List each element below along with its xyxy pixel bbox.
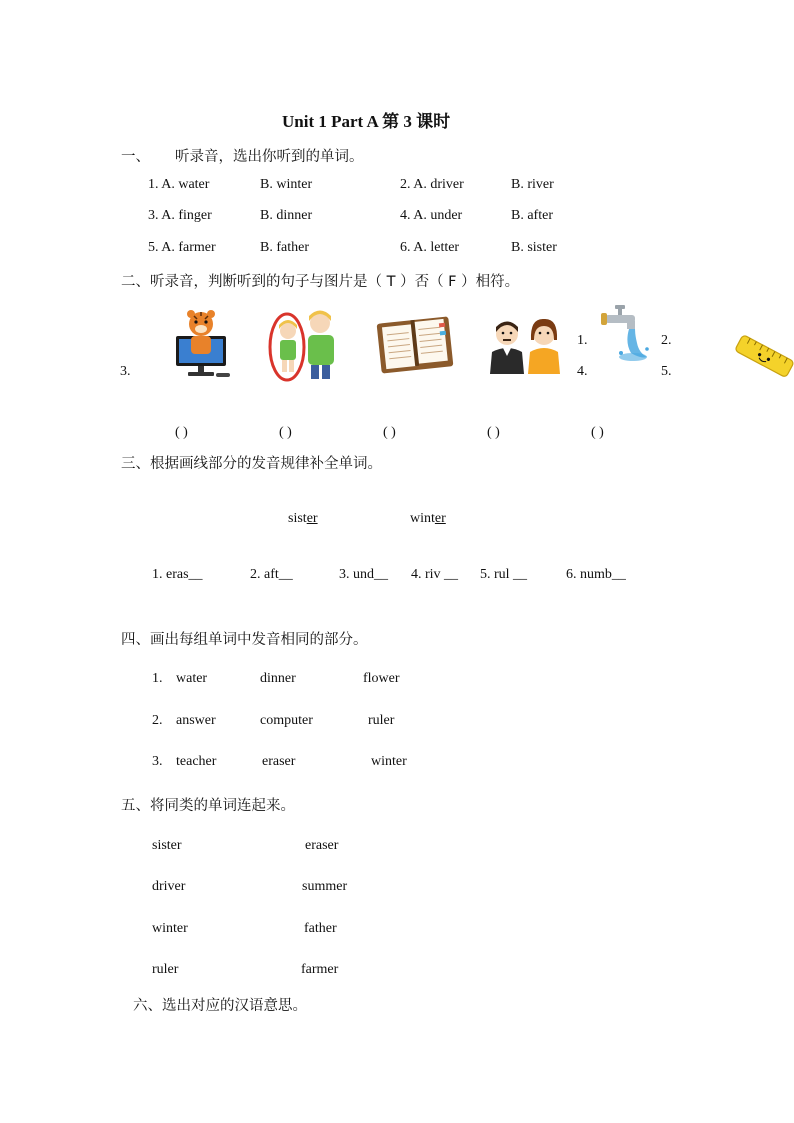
man-woman-icon [488,316,564,374]
s1-q4-b: B. after [511,208,553,223]
s3-example-2: winter [410,511,446,526]
s4-row-3-word-1: teacher [176,754,217,769]
s2-answer-paren-4[interactable]: ( ) [487,425,500,440]
s5-right-2[interactable]: summer [302,879,348,894]
s4-row-3-num: 3. [152,754,163,769]
s2-label-2: 2. [661,333,672,348]
s4-row-1-word-1: water [176,671,208,686]
s1-q5-b: B. father [260,240,309,255]
s1-q3-b: B. dinner [260,208,313,223]
s2-answer-paren-3[interactable]: ( ) [383,425,396,440]
water-tap-icon [601,303,651,365]
s1-q2-b: B. river [511,177,554,192]
s3-item-5: 5. rul __ [480,567,528,582]
s1-q6: 6. A. letter [400,240,460,255]
tiger-computer-icon [172,308,234,380]
s3-example-1: sister [288,511,318,526]
s3-item-3: 3. und__ [339,567,388,582]
s2-label-1: 1. [577,333,588,348]
s5-left-3[interactable]: winter [152,921,188,936]
s4-row-2-word-2: computer [260,713,313,728]
section-3-heading: 三、根据画线部分的发音规律补全单词。 [121,456,382,472]
s1-q1-b: B. winter [260,177,313,192]
s1-q6-b: B. sister [511,240,557,255]
s1-q2: 2. A. driver [400,177,464,192]
s4-row-1-num: 1. [152,671,163,686]
page-title: Unit 1 Part A 第 3 课时 [282,112,451,131]
section-5-heading: 五、将同类的单词连起来。 [121,798,295,814]
s5-right-1[interactable]: eraser [305,838,339,853]
s1-q4: 4. A. under [400,208,463,223]
s5-right-4[interactable]: farmer [301,962,339,977]
section-6-heading: 六、选出对应的汉语意思。 [133,998,307,1014]
s1-q1: 1. A. water [148,177,210,192]
s5-left-4[interactable]: ruler [152,962,179,977]
s2-label-4: 4. [577,364,588,379]
s4-row-3-word-3: winter [371,754,407,769]
ruler-icon [733,332,794,382]
s5-right-3[interactable]: father [304,921,337,936]
section-1-heading: 听录音，选出你听到的单词。 [175,149,364,165]
s3-item-2: 2. aft__ [250,567,293,582]
s2-label-3: 3. [120,364,131,379]
s3-item-4: 4. riv __ [411,567,459,582]
s4-row-1-word-3: flower [363,671,400,686]
s4-row-2-word-3: ruler [368,713,395,728]
s5-left-2[interactable]: driver [152,879,186,894]
s4-row-2-word-1: answer [176,713,216,728]
s4-row-1-word-2: dinner [260,671,296,686]
s4-row-3-word-2: eraser [262,754,296,769]
s2-label-5: 5. [661,364,672,379]
s1-q5: 5. A. farmer [148,240,216,255]
section-2-heading: 二、听录音，判断听到的句子与图片是（ T ）否（ F ）相符。 [121,274,520,290]
s3-item-6: 6. numb__ [566,567,626,582]
girl-mirror-boy-icon [268,307,344,381]
s4-row-2-num: 2. [152,713,163,728]
s2-answer-paren-5[interactable]: ( ) [591,425,604,440]
s3-item-1: 1. eras__ [152,567,203,582]
s5-left-1[interactable]: sister [152,838,182,853]
section-4-heading: 四、画出每组单词中发音相同的部分。 [121,632,368,648]
s2-answer-paren-1[interactable]: ( ) [175,425,188,440]
s2-answer-paren-2[interactable]: ( ) [279,425,292,440]
s1-q3: 3. A. finger [148,208,212,223]
section-1-number: 一、 [121,149,150,165]
notebook-icon [379,314,451,376]
